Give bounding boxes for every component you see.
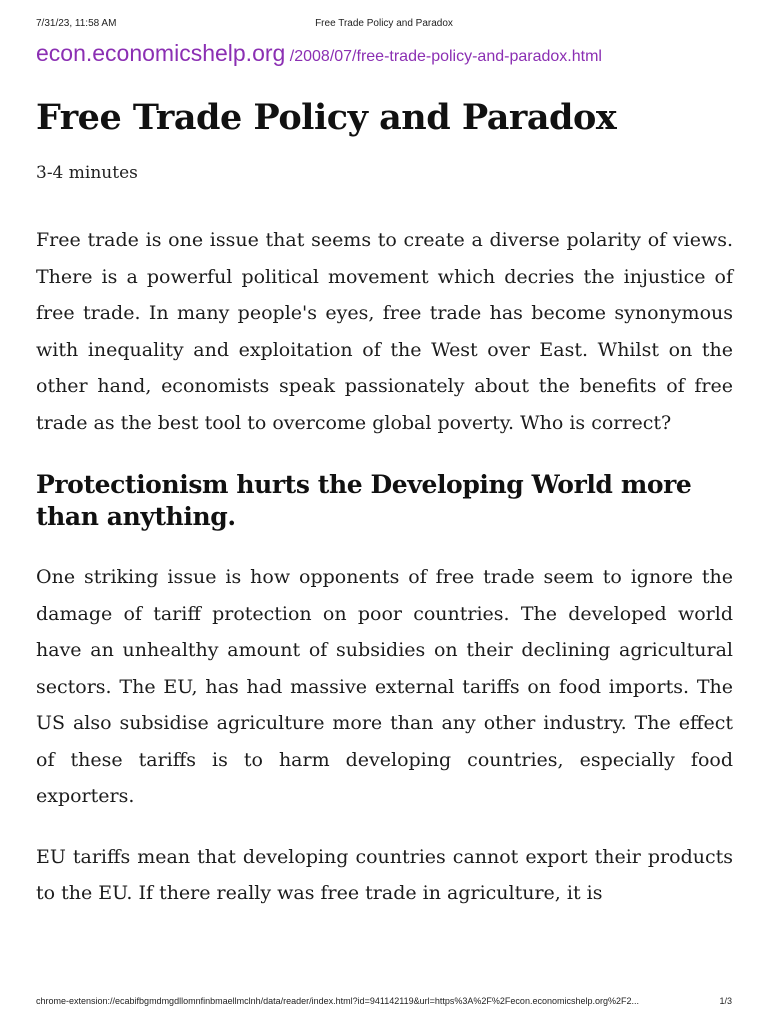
source-path-link[interactable]: /2008/07/free-trade-policy-and-paradox.html (285, 48, 602, 65)
article (36, 96, 733, 912)
print-footer (36, 996, 732, 1008)
article-paragraph: Free trade is one issue that seems to create a diverse polarity of views. There is a powerful political movement which decries the injustice of free trade. In many people's eyes, free trade has become synonymous with inequality and exploitation of the West over East. Whilst on the other hand, economists speak passionately about the benefits of free trade as the best tool to overcome global poverty. Who is correct? (36, 229, 733, 434)
print-page-title: Free Trade Policy and Paradox (315, 18, 453, 29)
article-paragraph: EU tariffs mean that developing countries cannot export their products to the EU. If there really was free trade in agriculture, it is (36, 845, 733, 904)
print-header (36, 18, 732, 32)
source-domain-link[interactable]: econ.economicshelp.org (36, 40, 286, 66)
read-time: 3-4 minutes (36, 163, 138, 183)
article-title: Free Trade Policy and Paradox (36, 97, 617, 138)
print-footer-url: chrome-extension://ecabifbgmdmgdllomnfinbmaellmclnh/data/reader/index.html?id=941142119&url=https%3A%2F%2Fecon.economicshelp.org%2F2... (36, 996, 639, 1006)
source-url[interactable] (36, 40, 732, 67)
print-datetime: 7/31/23, 11:58 AM (36, 18, 117, 29)
section-heading: Protectionism hurts the Developing World more than anything. (36, 470, 692, 531)
page-number: 1/3 (719, 996, 732, 1006)
article-paragraph: One striking issue is how opponents of free trade seem to ignore the damage of tariff protection on poor countries. The developed world have an unhealthy amount of subsidies on their declining agricultural sectors. The EU, has had massive external tariffs on food imports. The US also subsidise agriculture more than any other industry. The effect of these tariffs is to harm developing countries, especially food exporters. (36, 566, 733, 807)
